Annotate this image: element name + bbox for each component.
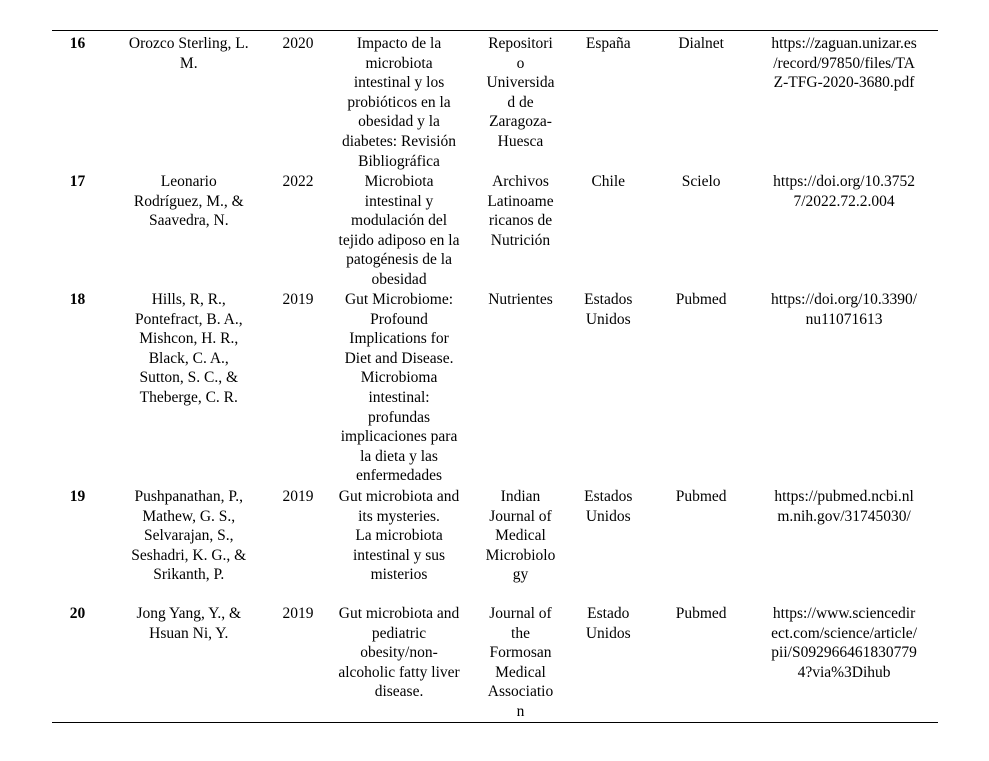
country-cell <box>564 31 652 173</box>
title-cell-line: Gut microbiota and <box>338 488 460 505</box>
database-cell: Pubmed <box>675 488 727 505</box>
title-cell-line: Gut microbiota and <box>338 605 460 622</box>
year-cell: 2019 <box>282 488 314 505</box>
references-table <box>52 30 938 723</box>
authors-cell <box>103 290 274 487</box>
title-cell-line: obesidad y la <box>358 113 440 131</box>
row-number: 20 <box>69 605 86 622</box>
url-link-line[interactable]: pii/S092966461830779 <box>771 644 917 662</box>
journal-cell <box>477 604 565 723</box>
url-link-line[interactable]: /record/97850/files/TA <box>773 54 915 72</box>
title-cell-line: profundas <box>368 408 431 426</box>
journal-cell-line: Microbiolo <box>485 546 556 564</box>
journal-cell-line: Nutrientes <box>488 291 553 308</box>
authors-cell-line: Orozco Sterling, L. <box>128 35 249 52</box>
table-row <box>52 290 938 487</box>
title-cell <box>321 290 476 487</box>
database-cell: Scielo <box>681 173 721 190</box>
title-cell-line: obesity/non- <box>360 644 438 662</box>
authors-cell-line: Mathew, G. S., <box>142 507 236 525</box>
table-row <box>52 31 938 173</box>
title-cell-line: Microbioma <box>360 369 438 387</box>
authors-cell-line: Seshadri, K. G., & <box>131 546 247 564</box>
url-link-line[interactable]: 7/2022.72.2.004 <box>793 192 895 210</box>
authors-cell-line: Rodríguez, M., & <box>133 192 244 210</box>
journal-cell <box>477 487 565 604</box>
title-cell <box>321 172 476 290</box>
title-cell <box>321 487 476 604</box>
authors-cell <box>103 172 274 290</box>
journal-cell-line: Associatio <box>487 683 554 701</box>
journal-cell-line: Zaragoza- <box>489 113 552 131</box>
url-link[interactable] <box>750 172 938 290</box>
year-cell: 2019 <box>282 291 314 308</box>
title-cell-line: intestinal y sus <box>352 546 446 564</box>
title-cell-line: obesidad <box>371 270 427 288</box>
title-cell-line: disease. <box>374 683 424 701</box>
authors-cell <box>103 487 274 604</box>
title-cell-line: diabetes: Revisión <box>341 132 457 150</box>
journal-cell-line: o <box>516 54 525 72</box>
journal-cell-line: gy <box>512 566 529 584</box>
references-table-body <box>52 31 938 723</box>
url-link-line[interactable]: https://www.sciencedir <box>772 605 916 622</box>
row-number: 19 <box>69 488 86 505</box>
title-cell-line: la dieta y las <box>360 447 438 465</box>
url-link[interactable] <box>750 487 938 604</box>
title-cell-line: intestinal y <box>364 192 434 210</box>
title-cell-line: intestinal: <box>368 388 430 406</box>
url-link-line[interactable]: https://doi.org/10.3390/ <box>771 291 918 308</box>
authors-cell-line: Mishcon, H. R., <box>139 330 239 348</box>
url-link-line[interactable]: https://zaguan.unizar.es <box>771 35 917 52</box>
url-link[interactable] <box>750 604 938 723</box>
table-row <box>52 172 938 290</box>
title-cell-line: misterios <box>370 566 428 584</box>
journal-cell-line: Nutrición <box>490 231 551 249</box>
title-cell-line: tejido adiposo en la <box>338 231 460 249</box>
authors-cell-line: M. <box>179 54 198 72</box>
journal-cell-line: Journal of <box>489 605 552 622</box>
authors-cell-line: Theberge, C. R. <box>139 388 238 406</box>
country-cell <box>564 172 652 290</box>
journal-cell-line: the <box>511 624 530 642</box>
journal-cell <box>477 31 565 173</box>
journal-cell-line: Repositori <box>488 35 553 52</box>
country-cell <box>564 290 652 487</box>
authors-cell-line: Selvarajan, S., <box>143 527 234 545</box>
journal-cell-line: Universida <box>486 74 555 92</box>
country-cell-line: España <box>585 35 631 52</box>
title-cell-line: Implications for <box>349 330 449 348</box>
year-cell: 2019 <box>282 605 314 622</box>
authors-cell-line: Sutton, S. C., & <box>139 369 239 387</box>
journal-cell-line: Huesca <box>497 132 544 150</box>
title-cell-line: pediatric <box>371 624 427 642</box>
title-cell-line: Gut Microbiome: <box>344 291 454 308</box>
journal-cell-line: d de <box>507 93 534 111</box>
title-cell-line: Bibliográfica <box>358 152 440 170</box>
title-cell-line: its mysteries. <box>358 507 440 525</box>
url-link-line[interactable]: ect.com/science/article/ <box>771 624 917 642</box>
title-cell-line: implicaciones para <box>340 428 458 446</box>
journal-cell-line: ricanos de <box>488 212 553 230</box>
authors-cell-line: Srikanth, P. <box>153 566 225 584</box>
authors-cell-line: Saavedra, N. <box>148 212 229 230</box>
country-cell <box>564 604 652 723</box>
url-link-line[interactable]: nu11071613 <box>805 310 883 328</box>
authors-cell-line: Jong Yang, Y., & <box>136 605 242 622</box>
journal-cell-line: n <box>516 702 525 720</box>
title-cell-line: Diet and Disease. <box>344 349 454 367</box>
country-cell-line: Estado <box>587 605 630 622</box>
country-cell-line: Unidos <box>585 310 631 328</box>
database-cell: Pubmed <box>675 605 727 622</box>
journal-cell <box>477 290 565 487</box>
authors-cell-line: Black, C. A., <box>148 349 229 367</box>
url-link[interactable] <box>750 290 938 487</box>
table-row <box>52 487 938 604</box>
authors-cell-line: Hills, R, R., <box>151 291 226 308</box>
url-link-line[interactable]: https://doi.org/10.3752 <box>773 173 915 190</box>
title-cell-line: alcoholic fatty liver <box>338 663 460 681</box>
url-link-line[interactable]: Z-TFG-2020-3680.pdf <box>773 74 915 92</box>
url-link-line[interactable]: 4?via%3Dihub <box>797 663 891 681</box>
url-link-line[interactable]: m.nih.gov/31745030/ <box>777 507 911 525</box>
title-cell-line: intestinal y los <box>353 74 445 92</box>
journal-cell-line: Formosan <box>489 644 552 662</box>
year-cell: 2022 <box>282 173 314 190</box>
country-cell-line: Unidos <box>585 507 631 525</box>
title-cell-line: Impacto de la <box>356 35 442 52</box>
authors-cell <box>103 31 274 173</box>
row-number: 16 <box>69 35 86 52</box>
title-cell-line: microbiota <box>365 54 433 72</box>
journal-cell-line: Latinoame <box>487 192 554 210</box>
authors-cell-line: Hsuan Ni, Y. <box>149 624 229 642</box>
title-cell-line: enfermedades <box>355 467 443 485</box>
url-link-line[interactable]: https://pubmed.ncbi.nl <box>774 488 914 505</box>
journal-cell-line: Medical <box>495 527 546 545</box>
country-cell-line: Chile <box>591 173 626 190</box>
journal-cell <box>477 172 565 290</box>
authors-cell-line: Pontefract, B. A., <box>134 310 243 328</box>
journal-cell-line: Journal of <box>489 507 552 525</box>
journal-cell-line: Archivos <box>492 173 549 190</box>
title-cell <box>321 31 476 173</box>
journal-cell-line: Indian <box>500 488 541 505</box>
year-cell: 2020 <box>282 35 314 52</box>
journal-cell-line: Medical <box>495 663 546 681</box>
title-cell-line: La microbiota <box>355 527 443 545</box>
database-cell: Pubmed <box>675 291 727 308</box>
row-number: 17 <box>69 173 86 190</box>
table-row <box>52 604 938 723</box>
title-cell-line: patogénesis de la <box>346 251 452 269</box>
database-cell: Dialnet <box>678 35 724 52</box>
title-cell-line: probióticos en la <box>347 93 451 111</box>
title-cell-line: Microbiota <box>364 173 434 190</box>
authors-cell <box>103 604 274 723</box>
country-cell <box>564 487 652 604</box>
title-cell-line: Profound <box>370 310 428 328</box>
authors-cell-line: Leonario <box>160 173 217 190</box>
country-cell-line: Unidos <box>585 624 631 642</box>
title-cell <box>321 604 476 723</box>
authors-cell-line: Pushpanathan, P., <box>134 488 244 505</box>
url-link[interactable] <box>750 31 938 173</box>
row-number: 18 <box>69 291 86 308</box>
title-cell-line: modulación del <box>351 212 448 230</box>
country-cell-line: Estados <box>584 291 633 308</box>
country-cell-line: Estados <box>584 488 633 505</box>
